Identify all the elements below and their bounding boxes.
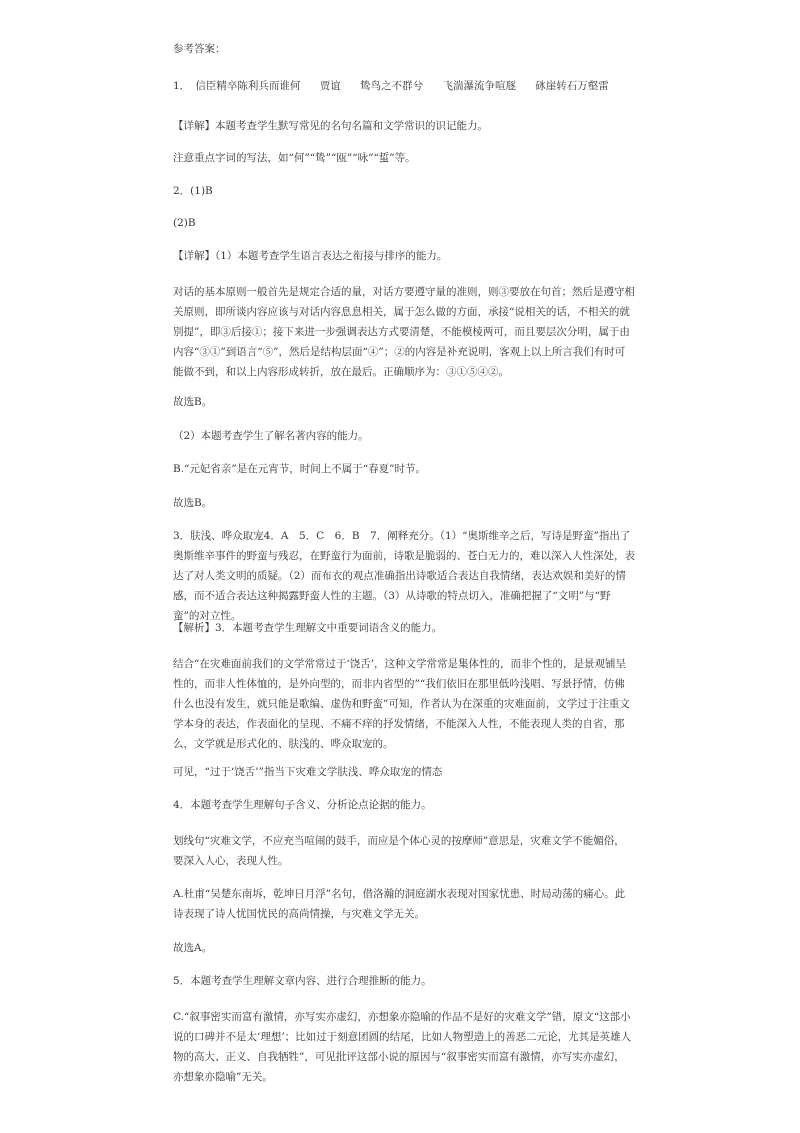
paragraph: 结合“在灾难面前我们的文学常常过于‘饶舌’，这种文学常常是集体性的，而非个性的，是景观铺呈性的，而非人性体恤的，是外向型的，而非内省型的”“我们依旧在那里低吟浅唱、写景抒情，仿佛什么也没有发生，就只能是歌编、虚伪和野蛮”可知，作者认为在深重的灾难面前，文学过于注重文学本身的表达，作表面化的呈现、不痛不痒的抒发情绪，不能深入人性，不能表现人类的自省，那么，文学就是形式化的、肤浅的、哗众取宠的。 <box>173 658 630 750</box>
paragraph: B.“元妃省亲”是在元宵节，时间上不属于“春夏”时节。 <box>173 463 427 475</box>
answer-item: 飞湍瀑流争喧豗 <box>442 80 516 92</box>
paragraph: C.“叙事密实而富有激情，亦写实亦虚幻，亦想象亦隐喻的作品不是好的灾难文学”错，原文“这部小说的口碑并不是太‘理想’；比如过于刻意团圆的结尾，比如人物塑造上的善恶二元论，尤其是英雄人物的高大、正义、自我牺牲”，可见批评这部小说的原因与“叙事密实而富有激情，亦写实亦虚幻，亦想象亦隐喻”无关。 <box>173 1011 632 1083</box>
answer-item: 鸷鸟之不群兮 <box>360 80 424 92</box>
paragraph: 划线句“灾难文学，不应充当喧闹的鼓手，而应是个体心灵的按摩师”意思是，灾难文学不能媚俗，要深入人心，表现人性。 <box>173 835 625 867</box>
paragraph: (2)B <box>173 217 196 229</box>
paragraph: 【详解】（1）本题考查学生语言表达之衔接与排序的能力。 <box>173 250 448 262</box>
paragraph: 可见，“过于‘饶舌’”指当下灾难文学肤浅、哗众取宠的情态 <box>173 766 443 778</box>
paragraph: 对话的基本原则一般首先是规定合适的量，对话方要遵守量的准则，则③要放在句首；然后是遵守相关原则，即所谈内容应该与对话内容息息相关，属于怎么做的方面，承接“说相关的话，不相关的就别提”，即③后接①；接下来进一步强调表达方式要清楚，不能模棱两可，而且要层次分明，属于由内容“③①”到语言“⑤”，然后是结构层面“④”；②的内容是补充说明，客观上以上所言我们有时可能做不到，和以上内容形成转折，放在最后。正确顺序为：③①⑤④②。 <box>173 286 635 378</box>
paragraph: 2．(1)B <box>173 185 213 197</box>
answer-line-1 <box>173 76 625 96</box>
paragraph: （2）本题考查学生了解名著内容的能力。 <box>173 430 369 442</box>
paragraph: 3．肤浅、哗众取宠4．A 5．C 6．B 7．阐释充分。（1）“奥斯维辛之后，写诗是野蛮”指出了奥斯维辛事件的野蛮与残忍，在野蛮行为面前，诗歌是脆弱的、苍白无力的，难以深入人性深处，表达了对人类文明的质疑。（2）而布衣的观点准确指出诗歌适合表达自我情绪，表达欢娱和美好的情感，而不适合表达这种揭露野蛮人性的主题。（3）从诗歌的特点切入，准确把握了“文明”与“野蛮”的对立性。 <box>173 530 635 622</box>
paragraph: 故选B。 <box>173 497 213 509</box>
paragraph: 【详解】本题考查学生默写常见的名句名篇和文学常识的识记能力。 <box>173 120 488 132</box>
answer-heading: 参考答案： <box>173 43 226 55</box>
paragraph: A.杜甫“吴楚东南坼，乾坤日月浮”名句，借洛瀚的洞庭湖水表现对国家忧患、时局动荡的痛心。此诗表现了诗人忧国忧民的高尚情操，与灾难文学无关。 <box>173 888 626 920</box>
answer-item: 贾谊 <box>319 80 341 92</box>
paragraph: 注意重点字词的写法，如“何”“鸷”“瓯”“咏”“蜇”等。 <box>173 152 416 164</box>
answer-item: 砯崖转石万壑雷 <box>535 80 609 92</box>
paragraph: 故选A。 <box>173 942 213 954</box>
answer-item: 1． 信臣精卒陈利兵而谁何 <box>173 80 301 92</box>
paragraph: 【解析】3．本题考查学生理解文中重要词语含义的能力。 <box>173 622 443 634</box>
paragraph: 4．本题考查学生理解句子含义、分析论点论据的能力。 <box>173 799 432 811</box>
paragraph: 故选B。 <box>173 396 213 408</box>
paragraph: 5．本题考查学生理解文章内容、进行合理推断的能力。 <box>173 975 432 987</box>
